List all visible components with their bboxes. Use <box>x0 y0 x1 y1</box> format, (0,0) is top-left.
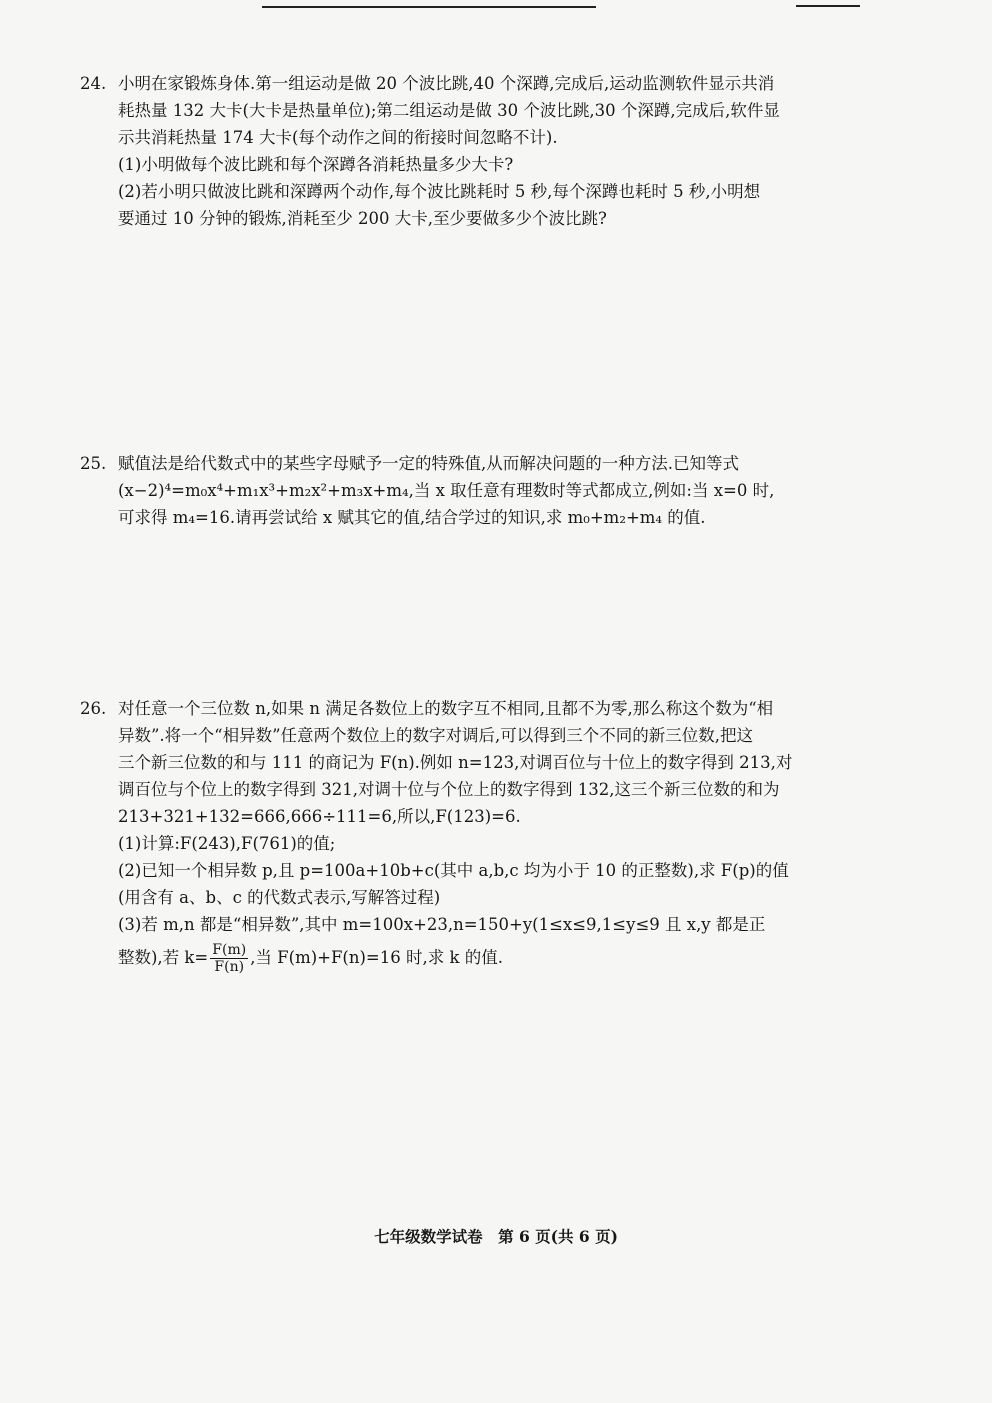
q24-text-2: 耗热量 132 大卡(大卡是热量单位);第二组运动是做 30 个波比跳,30 个深蹲,完成后,软件显 <box>118 101 780 120</box>
q26-part-2-line-1: (2)已知一个相异数 p,且 p=100a+10b+c(其中 a,b,c 均为小于 10 的正整数),求 F(p)的值 <box>118 861 789 880</box>
q24-number: 24. <box>80 74 107 93</box>
q26-text-2: 异数”.将一个“相异数”任意两个数位上的数字对调后,可以得到三个不同的新三位数,把这 <box>118 726 754 745</box>
q26-text-4: 调百位与个位上的数字得到 321,对调十位与个位上的数字得到 132,这三个新三位数的和为 <box>118 780 780 799</box>
q26-part-3-post: ,当 F(m)+F(n)=16 时,求 k 的值. <box>250 948 503 967</box>
q26-part-1: (1)计算:F(243),F(761)的值; <box>118 834 336 853</box>
q24-line-1 <box>80 70 880 97</box>
q24-part-2-line-2: 要通过 10 分钟的锻炼,消耗至少 200 大卡,至少要做多少个波比跳? <box>118 209 607 228</box>
q26-part-3-line-1: (3)若 m,n 都是“相异数”,其中 m=100x+23,n=150+y(1≤x≤9,1≤y≤9 且 x,y 都是正 <box>118 915 766 934</box>
q26-part-2-line-2: (用含有 a、b、c 的代数式表示,写解答过程) <box>118 888 441 907</box>
question-25 <box>80 450 880 531</box>
question-24 <box>80 70 880 232</box>
q24-text-3: 示共消耗热量 174 大卡(每个动作之间的衔接时间忽略不计). <box>118 128 558 147</box>
q26-line-1 <box>80 695 880 722</box>
q26-part-3-pre: 整数),若 k= <box>118 948 209 967</box>
page-footer: 七年级数学试卷 第 6 页(共 6 页) <box>374 1227 618 1246</box>
k-fraction-numerator: F(m) <box>212 942 247 958</box>
q26-number: 26. <box>80 699 107 718</box>
q24-text-1: 小明在家锻炼身体.第一组运动是做 20 个波比跳,40 个深蹲,完成后,运动监测软件显示共消 <box>118 74 775 93</box>
question-26 <box>80 695 880 975</box>
k-fraction-denominator: F(n) <box>214 959 245 975</box>
top-rule-right <box>796 5 860 7</box>
q26-text-5: 213+321+132=666,666÷111=6,所以,F(123)=6. <box>118 807 521 826</box>
q25-number: 25. <box>80 454 107 473</box>
k-fraction <box>210 942 248 975</box>
q25-line-1 <box>80 450 880 477</box>
q25-text-3: 可求得 m₄=16.请再尝试给 x 赋其它的值,结合学过的知识,求 m₀+m₂+m₄ 的值. <box>118 508 706 527</box>
q26-part-3-line-2 <box>80 942 880 975</box>
q25-text-2: (x−2)⁴=m₀x⁴+m₁x³+m₂x²+m₃x+m₄,当 x 取任意有理数时等式都成立,例如:当 x=0 时, <box>118 481 775 500</box>
q24-part-2-line-1: (2)若小明只做波比跳和深蹲两个动作,每个波比跳耗时 5 秒,每个深蹲也耗时 5 秒,小明想 <box>118 182 761 201</box>
q25-text-1: 赋值法是给代数式中的某些字母赋予一定的特殊值,从而解决问题的一种方法.已知等式 <box>118 454 739 473</box>
q26-text-1: 对任意一个三位数 n,如果 n 满足各数位上的数字互不相同,且都不为零,那么称这个数为“相 <box>118 699 774 718</box>
q24-part-1: (1)小明做每个波比跳和每个深蹲各消耗热量多少大卡? <box>118 155 514 174</box>
q26-text-3: 三个新三位数的和与 111 的商记为 F(n).例如 n=123,对调百位与十位上的数字得到 213,对 <box>118 753 793 772</box>
top-rule-left <box>262 6 596 8</box>
